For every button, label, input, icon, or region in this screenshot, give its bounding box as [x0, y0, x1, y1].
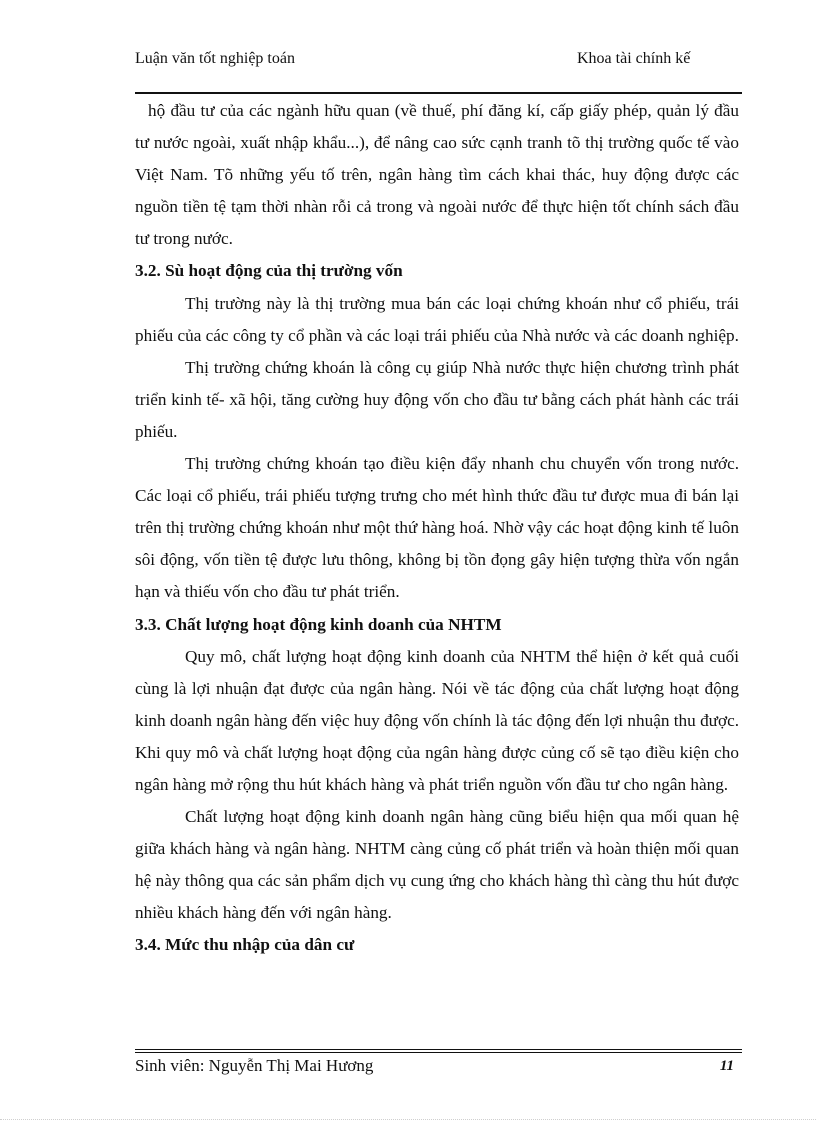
page-footer	[135, 1054, 742, 1078]
paragraph-stock-market-tool: Thị trường chứng khoán là công cụ giúp Nhà nước thực hiện chương trình phát triển kinh tế- xã hội, tăng cường huy động vốn cho đầu tư bằng cách phát hành các trái phiếu.	[135, 357, 739, 441]
footer-rule-thin	[135, 1052, 742, 1053]
paragraph-continuation: hộ đầu tư của các ngành hữu quan (về thuế, phí đăng kí, cấp giấy phép, quản lý đầu tư nước ngoài, xuất nhập khẩu...), để nâng cao sức cạnh tranh tõ thị trường quốc tế vào Việt Nam. Tõ những yếu tố trên, ngân hàng tìm cách khai thác, huy động được các nguồn tiền tệ tạm thời nhàn rỗi cả trong và ngoài nước để thực hiện tốt chính sách đầu tư trong nước.	[135, 101, 739, 249]
paragraph-customer-relationship: Chất lượng hoạt động kinh doanh ngân hàng cũng biểu hiện qua mối quan hệ giữa khách hàng và ngân hàng. NHTM càng củng cố phát triển và hoàn thiện mối quan hệ này thông qua các sản phẩm dịch vụ cung ứng cho khách hàng thì càng thu hút được nhiều khách hàng đến với ngân hàng.	[135, 807, 739, 923]
paragraph-capital-market-definition: Thị trường này là thị trường mua bán các loại chứng khoán như cổ phiếu, trái phiếu của các công ty cổ phần và các loại trái phiếu của Nhà nước và các doanh nghiệp.	[135, 293, 739, 345]
section-heading-3-4: 3.4. Mức thu nhập của dân cư	[135, 935, 355, 955]
footer-rule-thick	[135, 1049, 742, 1050]
section-heading-3-3: 3.3. Chất lượng hoạt động kinh doanh của NHTM	[135, 614, 502, 634]
header-thesis-title: Luận văn tốt nghiệp toán	[135, 50, 295, 67]
page-number: 11	[719, 1058, 734, 1074]
document-body	[135, 95, 739, 962]
footer-student-name: Sinh viên: Nguyễn Thị Mai Hương	[135, 1056, 374, 1075]
page-edge-divider	[0, 1119, 816, 1120]
header-faculty-title: Khoa tài chính kế	[577, 50, 691, 67]
header-rule	[135, 92, 742, 94]
page-header	[135, 48, 742, 92]
paragraph-business-quality-profit: Quy mô, chất lượng hoạt động kinh doanh của NHTM thể hiện ở kết quả cuối cùng là lợi nhuận đạt được của ngân hàng. Nói về tác động của chất lượng hoạt động kinh doanh ngân hàng đến việc huy động vốn chính là tác động đến lợi nhuận thu được. Khi quy mô và chất lượng hoạt động của ngân hàng được củng cố sẽ tạo điều kiện cho ngân hàng mở rộng thu hút khách hàng và phát triển nguồn vốn đầu tư cho ngân hàng.	[135, 646, 739, 794]
section-heading-3-2: 3.2. Sù hoạt động của thị trường vốn	[135, 261, 403, 281]
paragraph-stock-market-circulation: Thị trường chứng khoán tạo điều kiện đẩy nhanh chu chuyển vốn trong nước. Các loại cổ phiếu, trái phiếu tượng trưng cho mét hình thức đầu tư được mua đi bán lại trên thị trường chứng khoán như một thứ hàng hoá. Nhờ vậy các hoạt động kinh tế luôn sôi động, vốn tiền tệ được lưu thông, không bị tồn đọng gây hiện tượng thừa vốn ngắn hạn và thiếu vốn cho đầu tư phát triển.	[135, 454, 739, 602]
